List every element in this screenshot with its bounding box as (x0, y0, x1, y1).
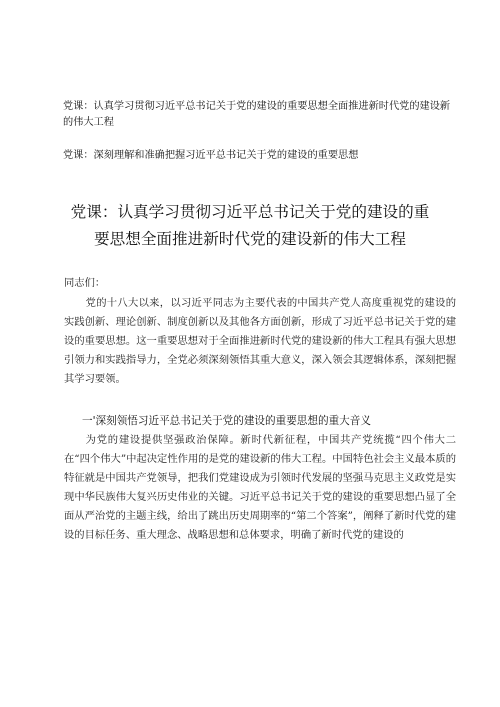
paragraph-2: 为党的建设提供坚强政治保障。新时代新征程，中国共产党统揽“四个伟大二在“四个伟大”中起决定性作用的是党的建设新的伟大工程。中国特色社会主义最本质的特征就是中国共产党领导，把我们党建设成为引领时代发展的坚强马克思主义政党是实现中华民族伟大复兴历史伟业的关键。习近平总书记关于党的建设的重要思想凸显了全面从严治党的主题主线，给出了跳出历史周期率的“第二个答案”，阐释了新时代党的建设的目标任务、重大理念、战略思想和总体要求，明确了新时代党的建设的 (64, 434, 456, 542)
section-heading-1: 一'深刻领悟习近平总书记关于党的建设的重要思想的重大音义 (82, 415, 371, 427)
document-title: 党课：认真学习贯彻习近平总书记关于党的建设的重要思想全面推进新时代党的建设新的伟大工程 (70, 203, 430, 248)
toc-entry-2[interactable]: 党课：深刻理解和准确把握习近平总书记关于党的建设的重要思想 (63, 150, 359, 161)
paragraph-1: 党的十八大以来，以习近平同志为主要代表的中国共产党人高度重视党的建设的实践创新、理论创新、制度创新以及其他各方面创新，形成了习近平总书记关于党的建设的重要思想。这一重要思想对于全面推进新时代党的建设新的伟大工程具有强大思想引领力和实践指导力，全党必须深刻领悟其重大意义，深入领会其逻辑体系，深刻把握其学习要领。 (64, 297, 456, 386)
toc-entry-1[interactable]: 党课：认真学习贯彻习近平总书记关于党的建设的重要思想全面推进新时代党的建设新的伟大工程 (63, 101, 451, 128)
salutation: 同志们： (64, 277, 106, 289)
